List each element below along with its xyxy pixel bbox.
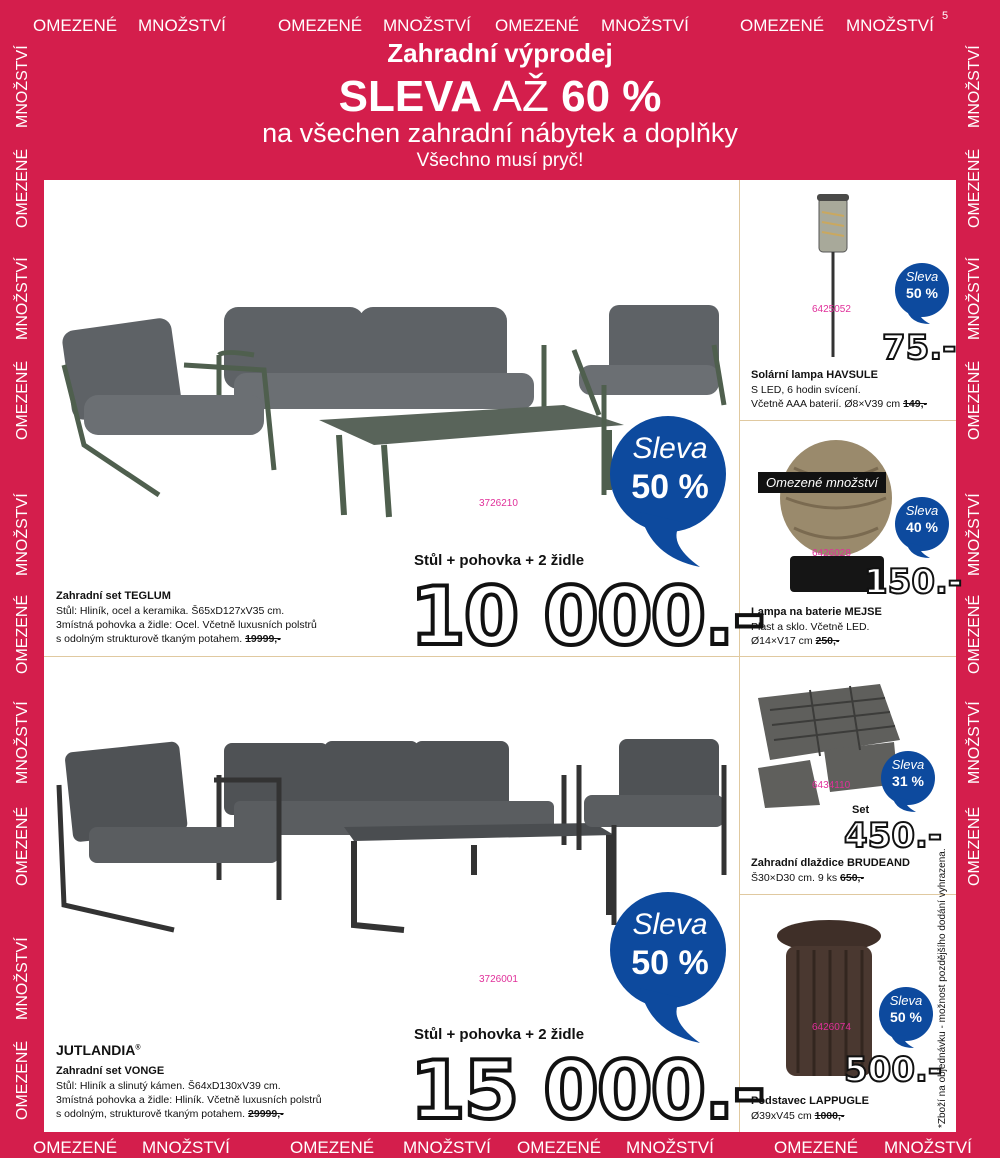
page-title: Zahradní výprodej	[387, 38, 613, 68]
old-price: 1000,-	[814, 1110, 845, 1122]
side-word: MNOŽSTVÍ	[14, 701, 31, 784]
product-price: 450.-	[844, 816, 942, 856]
description-text: s odolným strukturově tkaným potahem.	[56, 633, 243, 645]
border-word: MNOŽSTVÍ	[601, 16, 689, 35]
page-number: 5	[942, 10, 949, 22]
product-name: Zahradní set TEGLUM	[56, 590, 171, 602]
product-price: 75.-	[882, 328, 957, 368]
border-word: OMEZENÉ	[33, 1138, 118, 1157]
limited-banner: Omezené množství	[758, 472, 886, 493]
product-price: 500.-	[844, 1050, 942, 1090]
border-word: OMEZENÉ	[290, 1138, 375, 1157]
side-word: OMEZENÉ	[14, 594, 31, 674]
badge-percent: 50 %	[906, 285, 938, 301]
description-text: Š30×D30 cm. 9 ks	[751, 872, 838, 884]
product-description	[751, 383, 927, 411]
side-word: MNOŽSTVÍ	[966, 701, 983, 784]
badge-percent: 50 %	[631, 944, 709, 982]
subtitle: na všechen zahradní nábytek a doplňky	[262, 118, 738, 148]
registered-mark: ®	[135, 1044, 141, 1052]
description-text: Včetně AAA baterií. Ø8×V39 cm	[751, 398, 901, 410]
side-word: MNOŽSTVÍ	[966, 257, 983, 340]
border-word: MNOŽSTVÍ	[142, 1138, 230, 1157]
description-line	[751, 397, 927, 411]
badge-percent: 50 %	[890, 1009, 922, 1025]
side-word: OMEZENÉ	[14, 360, 31, 440]
description-line: 3místná pohovka a židle: Hliník. Včetně luxusních polstrů	[56, 1094, 322, 1106]
product-name: Solární lampa HAVSULE	[751, 369, 878, 381]
border-word: MNOŽSTVÍ	[884, 1138, 972, 1157]
description-text: s odolným, strukturově tkaným potahem.	[56, 1108, 246, 1120]
side-word: MNOŽSTVÍ	[14, 493, 31, 576]
description-line: Plast a sklo. Včetně LED.	[751, 621, 870, 633]
description-line: Stůl: Hliník, ocel a keramika. Š65xD127xV35 cm.	[56, 605, 285, 617]
product-sku: 3726210	[479, 498, 518, 509]
headline-percent: 60 %	[561, 72, 662, 121]
product-price: 15 000.-	[410, 1044, 764, 1137]
side-word: MNOŽSTVÍ	[966, 493, 983, 576]
discount-badge	[610, 412, 730, 572]
product-name: Zahradní set VONGE	[56, 1065, 165, 1077]
description-text: Ø39xV45 cm	[751, 1110, 812, 1122]
badge-word: Sleva	[905, 269, 939, 284]
discount-badge	[894, 262, 950, 326]
product-description	[751, 1109, 844, 1123]
divider	[740, 420, 956, 421]
description-line	[751, 871, 864, 885]
border-word: MNOŽSTVÍ	[846, 16, 934, 35]
border-word: OMEZENÉ	[33, 16, 118, 35]
old-price: 19999,-	[245, 633, 281, 645]
solar-lamp-image	[814, 192, 854, 362]
border-word: MNOŽSTVÍ	[626, 1138, 714, 1157]
border-word: MNOŽSTVÍ	[383, 16, 471, 35]
side-word: OMEZENÉ	[14, 1040, 31, 1120]
product-price: 150.-	[864, 562, 962, 602]
discount-badge	[880, 750, 936, 814]
old-price: 29999,-	[248, 1108, 284, 1120]
badge-word: Sleva	[889, 993, 923, 1008]
side-word: MNOŽSTVÍ	[14, 937, 31, 1020]
description-line: S LED, 6 hodin svícení.	[751, 384, 861, 396]
border-word: OMEZENÉ	[495, 16, 580, 35]
headline	[0, 72, 1000, 122]
side-word: OMEZENÉ	[966, 594, 983, 674]
set-label: Set	[852, 804, 870, 816]
side-word: OMEZENÉ	[14, 806, 31, 886]
border-word: MNOŽSTVÍ	[403, 1138, 491, 1157]
border-word: OMEZENÉ	[740, 16, 825, 35]
badge-percent: 31 %	[892, 773, 924, 789]
side-word: OMEZENÉ	[966, 360, 983, 440]
badge-word: Sleva	[905, 503, 939, 518]
product-name: Lampa na baterie MEJSE	[751, 606, 882, 618]
side-word: OMEZENÉ	[966, 806, 983, 886]
badge-word: Sleva	[632, 432, 708, 465]
product-sku: 6426028	[812, 548, 851, 559]
product-name: Podstavec LAPPUGLE	[751, 1095, 869, 1107]
border-word: OMEZENÉ	[278, 16, 363, 35]
top-border	[0, 0, 1000, 40]
description-line	[751, 634, 869, 648]
description-line: 3místná pohovka a židle: Ocel. Včetně luxusních polstrů	[56, 619, 317, 631]
divider	[740, 894, 956, 895]
discount-badge	[878, 986, 934, 1050]
headline-sleva: SLEVA	[338, 72, 481, 121]
product-description	[56, 604, 317, 646]
old-price: 650,-	[840, 872, 864, 884]
border-word: OMEZENÉ	[774, 1138, 859, 1157]
side-word: MNOŽSTVÍ	[966, 45, 983, 128]
product-sku: 3726001	[479, 974, 518, 985]
content-panel	[44, 180, 962, 1137]
set-label: Stůl + pohovka + 2 židle	[414, 552, 585, 569]
border-word: MNOŽSTVÍ	[138, 16, 226, 35]
product-name: Zahradní dlaždice BRUDEAND	[751, 857, 910, 869]
product-sku: 6425052	[812, 304, 851, 315]
discount-badge	[610, 888, 730, 1048]
side-word: MNOŽSTVÍ	[14, 257, 31, 340]
product-description	[751, 620, 869, 648]
side-word: MNOŽSTVÍ	[14, 45, 31, 128]
product-price: 10 000.-	[410, 570, 764, 663]
description-text: Ø14×V17 cm	[751, 635, 813, 647]
description-line	[56, 1107, 322, 1121]
product-description	[56, 1079, 322, 1121]
border-word: OMEZENÉ	[517, 1138, 602, 1157]
badge-word: Sleva	[891, 757, 925, 772]
tagline: Všechno musí pryč!	[416, 150, 584, 171]
set-label: Stůl + pohovka + 2 židle	[414, 1026, 585, 1043]
discount-badge	[894, 496, 950, 560]
badge-percent: 40 %	[906, 519, 938, 535]
description-line: Stůl: Hliník a slinutý kámen. Š64xD130xV39 cm.	[56, 1080, 281, 1092]
brand-logo	[56, 1042, 141, 1058]
brand-name: JUTLANDIA	[56, 1042, 136, 1058]
headline-az: AŽ	[492, 72, 549, 121]
product-description	[751, 871, 864, 885]
old-price: 250,-	[815, 635, 840, 647]
badge-word: Sleva	[632, 908, 708, 941]
product-sku: 6434110	[812, 780, 851, 791]
side-word: OMEZENÉ	[14, 148, 31, 228]
badge-percent: 50 %	[631, 468, 709, 506]
old-price: 149,-	[903, 398, 927, 410]
delivery-note: *Zboží na objednávku - možnost pozdějšího dodání vyhrazena.	[937, 848, 948, 1128]
side-word: OMEZENÉ	[966, 148, 983, 228]
product-sku: 6426074	[812, 1022, 851, 1033]
description-line	[751, 1109, 844, 1123]
description-line	[56, 632, 317, 646]
